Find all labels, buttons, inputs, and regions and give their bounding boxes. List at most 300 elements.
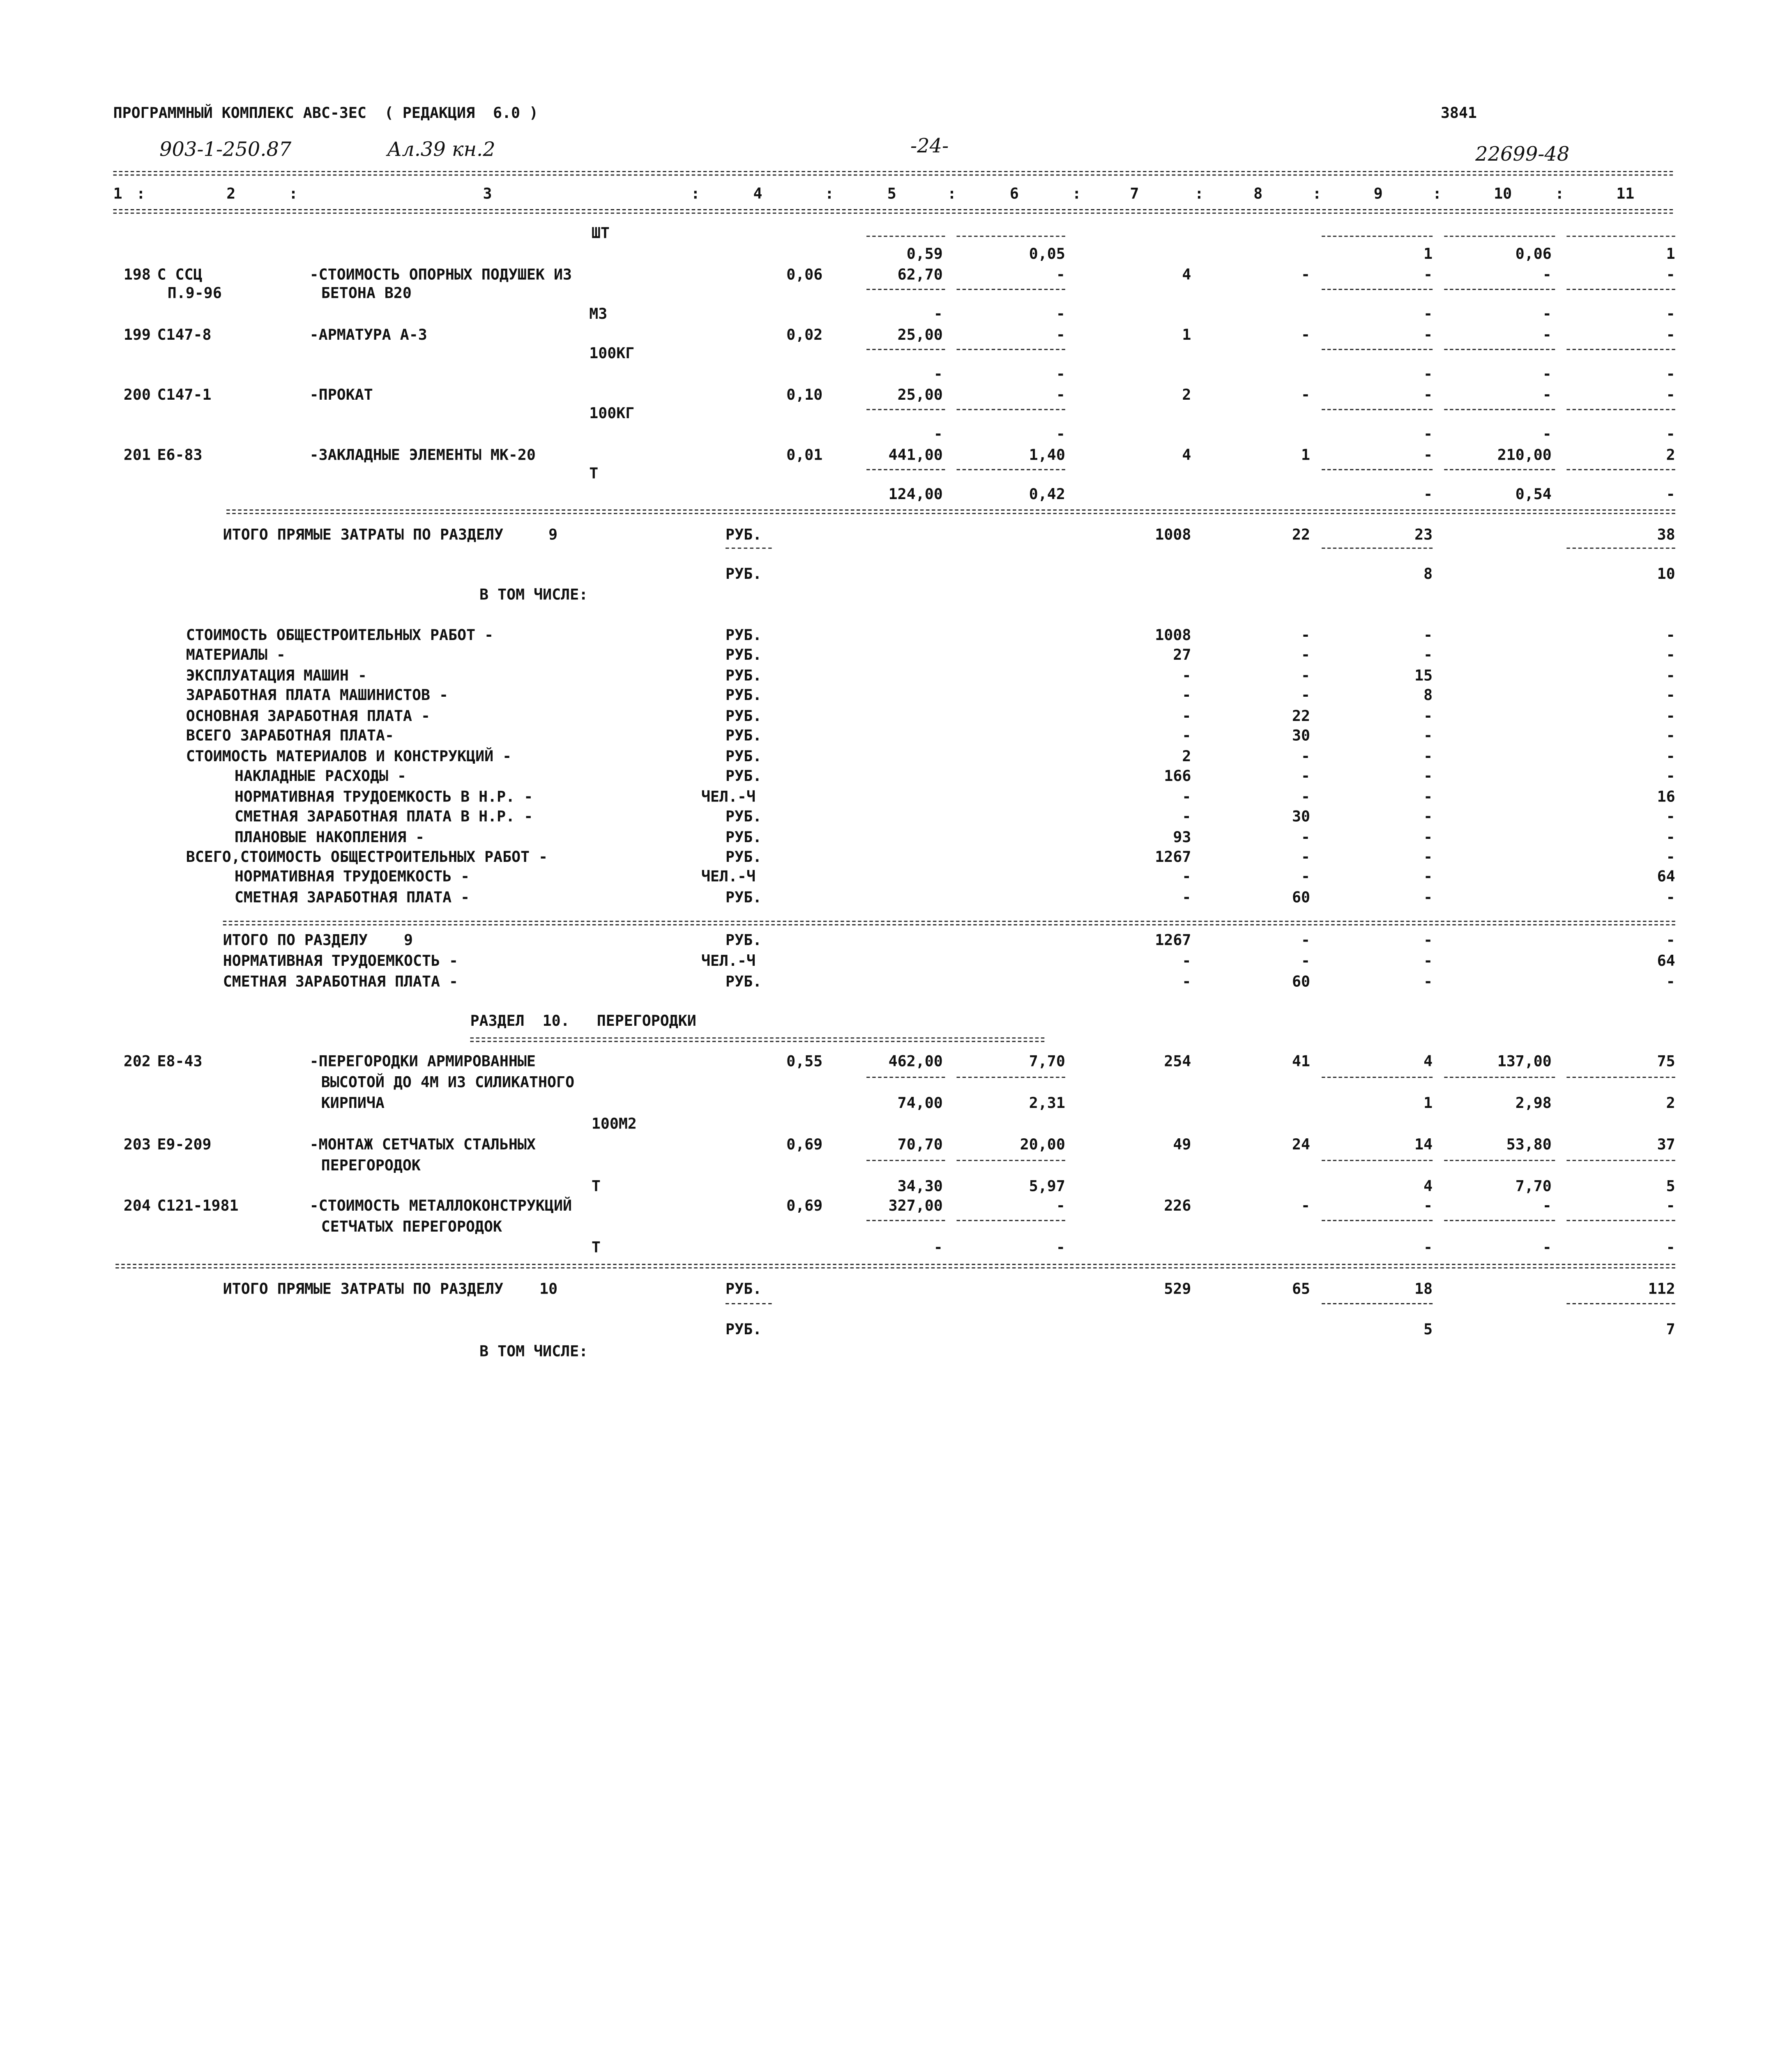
column-separator: : bbox=[825, 186, 834, 203]
unit: РУБ. bbox=[726, 829, 762, 846]
cell-c8: - bbox=[1301, 768, 1311, 786]
cell-c11: 10 bbox=[1657, 566, 1675, 584]
work-description-cont: ВЫСОТОЙ ДО 4М ИЗ СИЛИКАТНОГО bbox=[321, 1074, 575, 1092]
cell-c11: 75 bbox=[1657, 1053, 1675, 1071]
sub-rule-c6 bbox=[957, 349, 1065, 350]
unit: РУБ. bbox=[726, 849, 762, 866]
unit: РУБ. bbox=[726, 1322, 762, 1339]
unit: Т bbox=[591, 1239, 601, 1257]
cell-c8: - bbox=[1301, 1198, 1311, 1216]
unit: РУБ. bbox=[726, 647, 762, 665]
cell-c8: 30 bbox=[1292, 808, 1311, 826]
breakdown-label: СМЕТНАЯ ЗАРАБОТНАЯ ПЛАТА В Н.Р. - bbox=[234, 808, 533, 826]
rate-code: С ССЦ bbox=[157, 267, 203, 284]
cell-c6: 7,70 bbox=[1029, 1053, 1065, 1071]
cell-c9: - bbox=[1423, 327, 1433, 345]
cell-c4: 0,06 bbox=[786, 267, 823, 284]
cell-c8: 65 bbox=[1292, 1281, 1311, 1299]
breakdown-label: МАТЕРИАЛЫ - bbox=[186, 647, 286, 665]
cell-c11: - bbox=[1666, 728, 1675, 746]
cell-c9: 1 bbox=[1423, 246, 1433, 264]
cell-c7: 529 bbox=[1164, 1281, 1191, 1299]
cell-c5: 74,00 bbox=[897, 1095, 943, 1113]
row-number: 198 bbox=[123, 267, 151, 284]
unit: РУБ. bbox=[726, 932, 762, 950]
sub-rule-c5 bbox=[866, 469, 945, 470]
breakdown-label: ВСЕГО ЗАРАБОТНАЯ ПЛАТА- bbox=[186, 728, 394, 746]
row-number: 204 bbox=[123, 1198, 151, 1216]
unit: ЧЕЛ.-Ч bbox=[701, 953, 756, 971]
cell-c8: 22 bbox=[1292, 527, 1311, 544]
breakdown-label: СТОИМОСТЬ ОБЩЕСТРОИТЕЛЬНЫХ РАБОТ - bbox=[186, 627, 494, 645]
cell-c6: 0,05 bbox=[1029, 246, 1065, 264]
cell-c7: - bbox=[1182, 688, 1191, 705]
cell-c11: 112 bbox=[1648, 1281, 1675, 1299]
row-number: 202 bbox=[123, 1053, 151, 1071]
cell-c11: - bbox=[1666, 486, 1675, 504]
section-total-label: СМЕТНАЯ ЗАРАБОТНАЯ ПЛАТА - bbox=[223, 974, 458, 991]
program-header: ПРОГРАММНЫЙ КОМПЛЕКС АВС-3ЕС ( РЕДАКЦИЯ 6.0 ) bbox=[113, 105, 539, 123]
cell-c10: 2,98 bbox=[1515, 1095, 1552, 1113]
cell-c11: 38 bbox=[1657, 527, 1675, 544]
sub-rule-c9 bbox=[1322, 349, 1433, 350]
row-number: 201 bbox=[123, 447, 151, 465]
cell-c10: 0,54 bbox=[1515, 486, 1552, 504]
cell-c9: 18 bbox=[1414, 1281, 1433, 1299]
unit: РУБ. bbox=[726, 1281, 762, 1299]
cell-c8: - bbox=[1301, 829, 1311, 846]
cell-c8: - bbox=[1301, 387, 1311, 405]
breakdown-label: НАКЛАДНЫЕ РАСХОДЫ - bbox=[234, 768, 407, 786]
cell-c11: 7 bbox=[1666, 1322, 1675, 1339]
sub-rule-c11 bbox=[1566, 236, 1675, 237]
cell-c10: - bbox=[1542, 387, 1552, 405]
cell-c6: - bbox=[1056, 267, 1065, 284]
cell-c5: 441,00 bbox=[888, 447, 943, 465]
sub-rule-c11 bbox=[1566, 469, 1675, 470]
unit: ЧЕЛ.-Ч bbox=[701, 788, 756, 806]
cell-c9: 4 bbox=[1423, 1053, 1433, 1071]
cell-c5: 0,59 bbox=[906, 246, 943, 264]
rate-code: С121-1981 bbox=[157, 1198, 239, 1216]
breakdown-label: ОСНОВНАЯ ЗАРАБОТНАЯ ПЛАТА - bbox=[186, 708, 431, 725]
sub-rule-c6 bbox=[957, 469, 1065, 470]
column-header-6: 6 bbox=[1009, 186, 1019, 203]
header-rule-top bbox=[113, 171, 1673, 175]
rate-code: Е6-83 bbox=[157, 447, 203, 465]
breakdown-label: НОРМАТИВНАЯ ТРУДОЕМКОСТЬ В Н.Р. - bbox=[234, 788, 533, 806]
cell-c8: 60 bbox=[1292, 974, 1311, 991]
sub-rule-c11 bbox=[1566, 289, 1675, 290]
cell-c10: - bbox=[1542, 306, 1552, 324]
unit: РУБ. bbox=[726, 728, 762, 746]
unit: РУБ. bbox=[726, 708, 762, 725]
unit: ШТ bbox=[591, 225, 610, 243]
work-description: -ПЕРЕГОРОДКИ АРМИРОВАННЫЕ bbox=[309, 1053, 536, 1071]
cell-c7: - bbox=[1182, 708, 1191, 725]
cell-c9: - bbox=[1423, 366, 1433, 384]
row-number: 199 bbox=[123, 327, 151, 345]
column-header-10: 10 bbox=[1494, 186, 1512, 203]
cell-c9: 1 bbox=[1423, 1095, 1433, 1113]
work-description: -ЗАКЛАДНЫЕ ЭЛЕМЕНТЫ МК-20 bbox=[309, 447, 536, 465]
cell-c7: 4 bbox=[1182, 267, 1191, 284]
cell-c9: - bbox=[1423, 748, 1433, 766]
sub-rule-c11 bbox=[1566, 409, 1675, 410]
cell-c6: - bbox=[1056, 366, 1065, 384]
rate-code: С147-1 bbox=[157, 387, 212, 405]
cell-c4: 0,69 bbox=[786, 1198, 823, 1216]
cell-c7: - bbox=[1182, 889, 1191, 907]
column-separator: : bbox=[691, 186, 700, 203]
cell-c10: - bbox=[1542, 1239, 1552, 1257]
work-description-cont: СЕТЧАТЫХ ПЕРЕГОРОДОК bbox=[321, 1218, 502, 1237]
work-description: -СТОИМОСТЬ МЕТАЛЛОКОНСТРУКЦИЙ bbox=[309, 1198, 572, 1216]
cell-c9: 14 bbox=[1414, 1137, 1433, 1154]
cell-c8: - bbox=[1301, 688, 1311, 705]
cell-c10: - bbox=[1542, 1198, 1552, 1216]
column-separator: : bbox=[1555, 186, 1564, 203]
section-rule bbox=[226, 509, 1675, 514]
including-label: В ТОМ ЧИСЛЕ: bbox=[479, 587, 588, 604]
sub-rule-c10 bbox=[1444, 349, 1555, 350]
column-header-1: 1 bbox=[113, 186, 122, 203]
cell-c11: 64 bbox=[1657, 869, 1675, 887]
section-rule bbox=[115, 1264, 1675, 1269]
cell-c7: 2 bbox=[1182, 748, 1191, 766]
cell-c4: 0,01 bbox=[786, 447, 823, 465]
unit: Т bbox=[591, 1178, 601, 1196]
cell-c11: 1 bbox=[1666, 246, 1675, 264]
cell-c9: - bbox=[1423, 869, 1433, 887]
cell-c11: - bbox=[1666, 426, 1675, 444]
cell-c10: - bbox=[1542, 267, 1552, 284]
cell-c8: 1 bbox=[1301, 447, 1311, 465]
cell-c10: 210,00 bbox=[1497, 447, 1552, 465]
cell-c4: 0,10 bbox=[786, 387, 823, 405]
rate-code: Е9-209 bbox=[157, 1137, 212, 1154]
cell-c8: 41 bbox=[1292, 1053, 1311, 1071]
sub-rule-c10 bbox=[1444, 289, 1555, 290]
column-header-4: 4 bbox=[753, 186, 762, 203]
unit: М3 bbox=[589, 306, 608, 324]
column-header-5: 5 bbox=[887, 186, 896, 203]
cell-c11: - bbox=[1666, 708, 1675, 725]
sub-rule-c9 bbox=[1322, 409, 1433, 410]
cell-c9: - bbox=[1423, 1239, 1433, 1257]
cell-c9: 23 bbox=[1414, 527, 1433, 544]
cell-c4: 0,55 bbox=[786, 1053, 823, 1071]
cell-c10: 0,06 bbox=[1515, 246, 1552, 264]
breakdown-label: НОРМАТИВНАЯ ТРУДОЕМКОСТЬ - bbox=[234, 869, 470, 887]
cell-c9: 4 bbox=[1423, 1178, 1433, 1196]
cell-c7: 1267 bbox=[1155, 849, 1191, 866]
cell-c8: 30 bbox=[1292, 728, 1311, 746]
cell-c11: - bbox=[1666, 327, 1675, 345]
cell-c10: - bbox=[1542, 366, 1552, 384]
page-code: 3841 bbox=[1440, 105, 1477, 123]
sub-rule-c5 bbox=[866, 1160, 945, 1161]
cell-c6: 0,42 bbox=[1029, 486, 1065, 504]
cell-c9: - bbox=[1423, 387, 1433, 405]
cell-c7: - bbox=[1182, 869, 1191, 887]
cell-c6: - bbox=[1056, 327, 1065, 345]
cell-c8: - bbox=[1301, 953, 1311, 971]
breakdown-label: СТОИМОСТЬ МАТЕРИАЛОВ И КОНСТРУКЦИЙ - bbox=[186, 748, 512, 766]
row-number: 200 bbox=[123, 387, 151, 405]
column-header-11: 11 bbox=[1616, 186, 1635, 203]
cell-c11: - bbox=[1666, 267, 1675, 284]
cell-c6: 1,40 bbox=[1029, 447, 1065, 465]
row-number: 203 bbox=[123, 1137, 151, 1154]
column-separator: : bbox=[289, 186, 298, 203]
work-description: -АРМАТУРА А-3 bbox=[309, 327, 427, 345]
cell-c8: - bbox=[1301, 869, 1311, 887]
cell-c8: - bbox=[1301, 748, 1311, 766]
cell-c9: - bbox=[1423, 768, 1433, 786]
handwritten-album: Ал.39 кн.2 bbox=[387, 138, 495, 162]
cell-c10: 7,70 bbox=[1515, 1178, 1552, 1196]
cell-c11: - bbox=[1666, 366, 1675, 384]
cell-c5: - bbox=[933, 1239, 943, 1257]
cell-c9: - bbox=[1423, 306, 1433, 324]
work-description: -МОНТАЖ СЕТЧАТЫХ СТАЛЬНЫХ bbox=[309, 1137, 536, 1154]
column-header-9: 9 bbox=[1373, 186, 1383, 203]
cell-c11: - bbox=[1666, 748, 1675, 766]
cell-c11: 64 bbox=[1657, 953, 1675, 971]
cell-c7: 27 bbox=[1173, 647, 1191, 665]
cell-c9: - bbox=[1423, 267, 1433, 284]
sub-rule-c10 bbox=[1444, 1160, 1555, 1161]
cell-c11: - bbox=[1666, 647, 1675, 665]
cell-c11: - bbox=[1666, 808, 1675, 826]
sub-rule-c9 bbox=[1322, 469, 1433, 470]
sub-rule-c9 bbox=[1322, 548, 1433, 549]
cell-c8: - bbox=[1301, 267, 1311, 284]
cell-c9: 5 bbox=[1423, 1322, 1433, 1339]
cell-c7: 1008 bbox=[1155, 627, 1191, 645]
cell-c11: 2 bbox=[1666, 447, 1675, 465]
cell-c5: 462,00 bbox=[888, 1053, 943, 1071]
cell-c7: 1008 bbox=[1155, 527, 1191, 544]
cell-c11: - bbox=[1666, 974, 1675, 991]
cell-c7: 1267 bbox=[1155, 932, 1191, 950]
sub-rule-c10 bbox=[1444, 409, 1555, 410]
sub-rule-c10 bbox=[1444, 236, 1555, 237]
cell-c9: - bbox=[1423, 974, 1433, 991]
cell-c11: 37 bbox=[1657, 1137, 1675, 1154]
cell-c9: - bbox=[1423, 829, 1433, 846]
cell-c6: 5,97 bbox=[1029, 1178, 1065, 1196]
unit: 100М2 bbox=[591, 1116, 637, 1133]
work-description-cont: КИРПИЧА bbox=[321, 1095, 385, 1113]
unit: Т bbox=[589, 465, 599, 483]
section-total-label: ИТОГО ПРЯМЫЕ ЗАТРАТЫ ПО РАЗДЕЛУ 10 bbox=[223, 1281, 558, 1299]
unit: 100КГ bbox=[589, 405, 635, 423]
cell-c11: - bbox=[1666, 1239, 1675, 1257]
cell-c5: - bbox=[933, 306, 943, 324]
cell-c6: 2,31 bbox=[1029, 1095, 1065, 1113]
cell-c8: - bbox=[1301, 849, 1311, 866]
cell-c6: - bbox=[1056, 1198, 1065, 1216]
section-title-underline bbox=[470, 1037, 1045, 1042]
sub-rule-c11 bbox=[1566, 548, 1675, 549]
cell-c6: - bbox=[1056, 426, 1065, 444]
cell-c5: 25,00 bbox=[897, 387, 943, 405]
unit: ЧЕЛ.-Ч bbox=[701, 869, 756, 887]
sub-rule-c9 bbox=[1322, 1220, 1433, 1221]
cell-c5: 124,00 bbox=[888, 486, 943, 504]
cell-c8: - bbox=[1301, 627, 1311, 645]
sub-rule-c10 bbox=[1444, 1077, 1555, 1078]
breakdown-label: ЗАРАБОТНАЯ ПЛАТА МАШИНИСТОВ - bbox=[186, 688, 449, 705]
cell-c8: - bbox=[1301, 647, 1311, 665]
breakdown-label: СМЕТНАЯ ЗАРАБОТНАЯ ПЛАТА - bbox=[234, 889, 470, 907]
cell-c10: - bbox=[1542, 327, 1552, 345]
cell-c9: - bbox=[1423, 647, 1433, 665]
sub-rule-c10 bbox=[1444, 1220, 1555, 1221]
cell-c11: - bbox=[1666, 932, 1675, 950]
handwritten-page-number: -24- bbox=[910, 135, 949, 159]
including-label: В ТОМ ЧИСЛЕ: bbox=[479, 1343, 588, 1361]
sub-rule-c5 bbox=[866, 409, 945, 410]
unit: РУБ. bbox=[726, 566, 762, 584]
cell-c11: 16 bbox=[1657, 788, 1675, 806]
cell-c10: - bbox=[1542, 426, 1552, 444]
work-description-cont: БЕТОНА В20 bbox=[321, 285, 412, 303]
cell-c6: 20,00 bbox=[1020, 1137, 1065, 1154]
cell-c11: 2 bbox=[1666, 1095, 1675, 1113]
cell-c7: - bbox=[1182, 974, 1191, 991]
cell-c5: 34,30 bbox=[897, 1178, 943, 1196]
cell-c8: 60 bbox=[1292, 889, 1311, 907]
sub-rule-c5 bbox=[866, 1220, 945, 1221]
cell-c4: 0,69 bbox=[786, 1137, 823, 1154]
cell-c5: 327,00 bbox=[888, 1198, 943, 1216]
column-separator: : bbox=[1072, 186, 1081, 203]
cell-c4: 0,02 bbox=[786, 327, 823, 345]
cell-c5: 62,70 bbox=[897, 267, 943, 284]
sub-rule-c6 bbox=[957, 1160, 1065, 1161]
cell-c7: - bbox=[1182, 668, 1191, 685]
cell-c8: 24 bbox=[1292, 1137, 1311, 1154]
cell-c9: - bbox=[1423, 627, 1433, 645]
cell-c11: - bbox=[1666, 306, 1675, 324]
breakdown-label: ПЛАНОВЫЕ НАКОПЛЕНИЯ - bbox=[234, 829, 425, 846]
sub-rule-c5 bbox=[866, 289, 945, 290]
cell-c9: - bbox=[1423, 808, 1433, 826]
section-total-label: ИТОГО ПРЯМЫЕ ЗАТРАТЫ ПО РАЗДЕЛУ 9 bbox=[223, 527, 558, 544]
cell-c8: 22 bbox=[1292, 708, 1311, 725]
sub-rule-c6 bbox=[957, 236, 1065, 237]
section-title: РАЗДЕЛ 10. ПЕРЕГОРОДКИ bbox=[470, 1013, 696, 1031]
cell-c9: 8 bbox=[1423, 566, 1433, 584]
column-separator: : bbox=[947, 186, 957, 203]
sub-rule-c11 bbox=[1566, 1077, 1675, 1078]
handwritten-reg-number: 22699-48 bbox=[1475, 143, 1570, 166]
breakdown-label: ЭКСПЛУАТАЦИЯ МАШИН - bbox=[186, 668, 367, 685]
sub-rule-c11 bbox=[1566, 349, 1675, 350]
sub-rule-c10 bbox=[1444, 469, 1555, 470]
column-header-2: 2 bbox=[226, 186, 236, 203]
unit: РУБ. bbox=[726, 527, 762, 544]
cell-c9: - bbox=[1423, 953, 1433, 971]
cell-c9: - bbox=[1423, 486, 1433, 504]
cell-c9: - bbox=[1423, 1198, 1433, 1216]
sub-rule-c9 bbox=[1322, 1303, 1433, 1304]
cell-c7: 254 bbox=[1164, 1053, 1191, 1071]
cell-c9: - bbox=[1423, 849, 1433, 866]
rate-code-cont: П.9-96 bbox=[167, 285, 222, 303]
cell-c11: - bbox=[1666, 627, 1675, 645]
rate-code: Е8-43 bbox=[157, 1053, 203, 1071]
cell-c9: - bbox=[1423, 728, 1433, 746]
cell-c5: 25,00 bbox=[897, 327, 943, 345]
cell-c11: - bbox=[1666, 668, 1675, 685]
cell-c6: - bbox=[1056, 1239, 1065, 1257]
cell-c11: - bbox=[1666, 387, 1675, 405]
cell-c10: 53,80 bbox=[1506, 1137, 1552, 1154]
unit: РУБ. bbox=[726, 748, 762, 766]
unit-rule bbox=[726, 1303, 772, 1304]
sub-rule-c6 bbox=[957, 1220, 1065, 1221]
cell-c9: - bbox=[1423, 447, 1433, 465]
cell-c7: 166 bbox=[1164, 768, 1191, 786]
sub-rule-c9 bbox=[1322, 1077, 1433, 1078]
sub-rule-c6 bbox=[957, 289, 1065, 290]
column-header-7: 7 bbox=[1130, 186, 1139, 203]
cell-c8: - bbox=[1301, 788, 1311, 806]
unit: РУБ. bbox=[726, 627, 762, 645]
sub-rule-c5 bbox=[866, 236, 945, 237]
sub-rule-c11 bbox=[1566, 1303, 1675, 1304]
sub-rule-c9 bbox=[1322, 1160, 1433, 1161]
cell-c7: 226 bbox=[1164, 1198, 1191, 1216]
cell-c9: - bbox=[1423, 788, 1433, 806]
cell-c8: - bbox=[1301, 932, 1311, 950]
unit: РУБ. bbox=[726, 974, 762, 991]
sub-rule-c5 bbox=[866, 1077, 945, 1078]
sub-rule-c9 bbox=[1322, 289, 1433, 290]
column-header-3: 3 bbox=[483, 186, 492, 203]
cell-c9: 8 bbox=[1423, 688, 1433, 705]
cell-c8: - bbox=[1301, 327, 1311, 345]
sub-rule-c5 bbox=[866, 349, 945, 350]
unit: РУБ. bbox=[726, 808, 762, 826]
section-total-label: ИТОГО ПО РАЗДЕЛУ 9 bbox=[223, 932, 413, 950]
cell-c7: 49 bbox=[1173, 1137, 1191, 1154]
sub-rule-c11 bbox=[1566, 1220, 1675, 1221]
cell-c11: - bbox=[1666, 849, 1675, 866]
cell-c9: - bbox=[1423, 426, 1433, 444]
column-separator: : bbox=[1312, 186, 1322, 203]
cell-c10: 137,00 bbox=[1497, 1053, 1552, 1071]
unit-rule bbox=[726, 548, 772, 549]
cell-c7: - bbox=[1182, 953, 1191, 971]
work-description: -ПРОКАТ bbox=[309, 387, 373, 405]
cell-c6: - bbox=[1056, 306, 1065, 324]
unit: РУБ. bbox=[726, 688, 762, 705]
unit: РУБ. bbox=[726, 668, 762, 685]
cell-c9: 15 bbox=[1414, 668, 1433, 685]
cell-c11: - bbox=[1666, 829, 1675, 846]
sub-rule-c6 bbox=[957, 409, 1065, 410]
work-description-cont: ПЕРЕГОРОДОК bbox=[321, 1157, 421, 1175]
cell-c7: 93 bbox=[1173, 829, 1191, 846]
cell-c9: - bbox=[1423, 708, 1433, 725]
unit: 100КГ bbox=[589, 345, 635, 363]
section-total-label: НОРМАТИВНАЯ ТРУДОЕМКОСТЬ - bbox=[223, 953, 458, 971]
